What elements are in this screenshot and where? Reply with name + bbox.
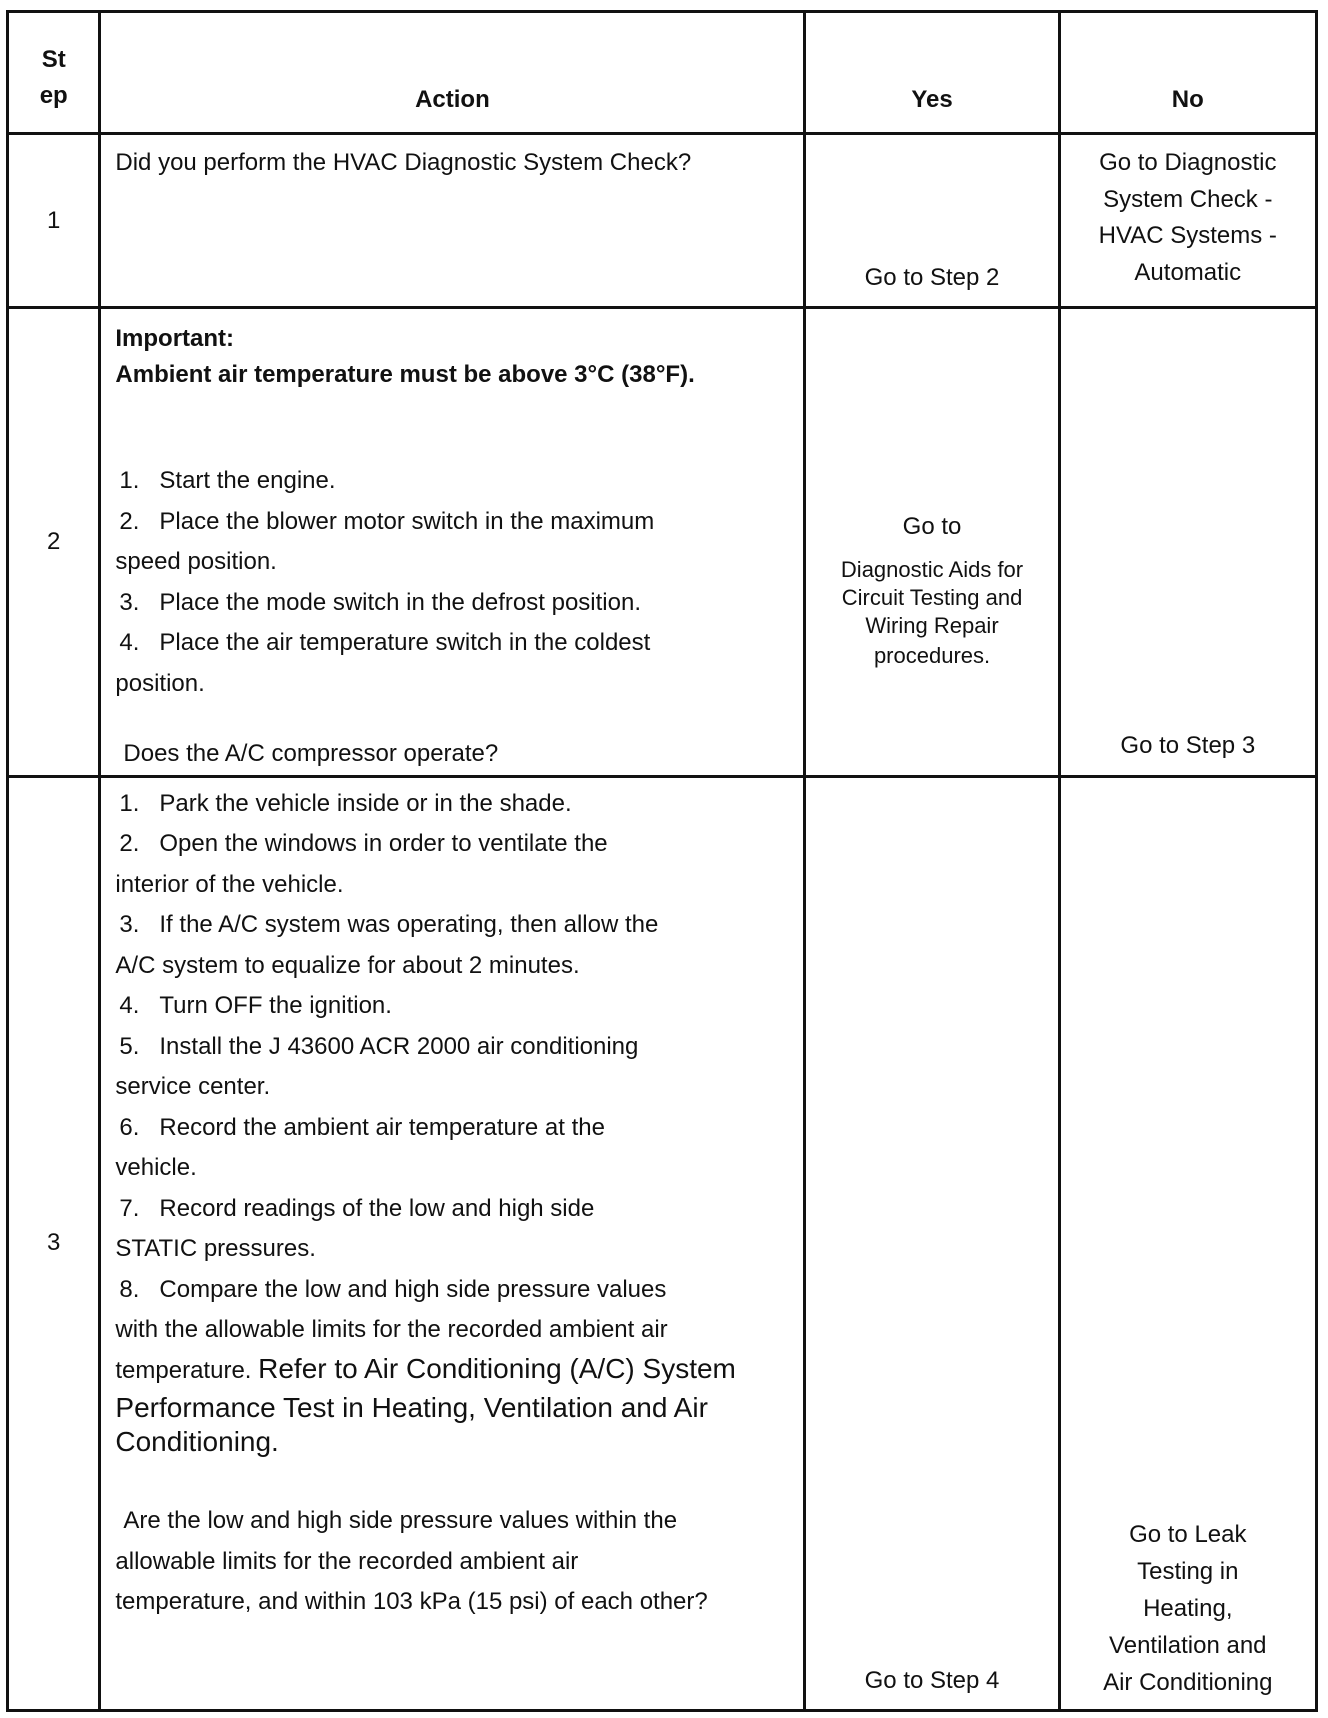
action-header: Action [100, 12, 805, 134]
list-item: 7. Record readings of the low and high side [119, 1194, 595, 1222]
list-item-continuation: STATIC pressures. [115, 1235, 316, 1262]
yes-link-go-to-step-2[interactable]: Go to Step 2 [864, 263, 1000, 291]
list-item-continuation: vehicle. [115, 1154, 197, 1181]
list-item-continuation: with the allowable limits for the recorded ambient air [115, 1316, 668, 1343]
important-label: Important: [115, 325, 235, 352]
list-item: 4. Turn OFF the ignition. [119, 992, 392, 1019]
step-header [8, 12, 100, 134]
action-steps [115, 461, 793, 704]
action-steps [115, 784, 793, 1392]
step-header-line2: ep [39, 82, 68, 109]
header-row [8, 12, 1317, 134]
question-line: allowable limits for the recorded ambient air [115, 1547, 579, 1575]
question-line: Are the low and high side pressure values within the [123, 1507, 678, 1534]
no-header: No [1059, 12, 1316, 134]
list-item-continuation: speed position. [115, 548, 277, 575]
no-line: System Check - [1103, 185, 1273, 213]
action-cell [100, 776, 805, 1711]
list-item: 2. Place the blower motor switch in the maximum [119, 507, 655, 535]
action-cell [100, 308, 805, 777]
action-cell [100, 134, 805, 308]
no-line: Air Conditioning [1103, 1669, 1273, 1696]
list-item: 4. Place the air temperature switch in the coldest [119, 629, 651, 656]
reference-cont-line: Performance Test in Heating, Ventilation and Air [115, 1392, 708, 1423]
yes-cell [805, 134, 1059, 308]
reference-link[interactable]: Refer to Air Conditioning (A/C) System [258, 1352, 736, 1384]
yes-line: Circuit Testing and [841, 584, 1023, 610]
no-line: HVAC Systems - [1098, 222, 1277, 249]
yes-link-go-to-step-4[interactable]: Go to Step 4 [864, 1666, 1000, 1694]
yes-line: procedures. [873, 642, 991, 668]
step-number: 2 [8, 308, 100, 777]
action-question [115, 1501, 793, 1623]
yes-cell [805, 776, 1059, 1711]
no-line: Go to Leak [1129, 1521, 1247, 1548]
list-item: 8. Compare the low and high side pressure values [119, 1275, 667, 1303]
no-cell [1059, 776, 1316, 1711]
reference-cont-line: Conditioning. [115, 1426, 279, 1457]
step-header-line1: St [41, 46, 66, 73]
list-item-continuation: service center. [115, 1073, 271, 1100]
table-row-step-3 [8, 776, 1317, 1711]
list-item: 2. Open the windows in order to ventilate the [119, 830, 608, 857]
step-number: 3 [8, 776, 100, 1711]
table-row-step-2 [8, 308, 1317, 777]
list-item: 3. If the A/C system was operating, then allow the [119, 911, 659, 938]
list-item: 3. Place the mode switch in the defrost position. [119, 588, 641, 616]
action-question: Did you perform the HVAC Diagnostic System Check? [115, 149, 692, 176]
step-number: 1 [8, 134, 100, 308]
reference-continuation [115, 1391, 793, 1459]
important-note: Ambient air temperature must be above 3°C (38°F). [115, 361, 695, 388]
yes-header: Yes [805, 12, 1059, 134]
no-link-diagnostic-system-check[interactable] [1061, 143, 1315, 291]
no-line: Automatic [1134, 258, 1242, 286]
list-item: 5. Install the J 43600 ACR 2000 air conditioning [119, 1032, 639, 1060]
no-line: Ventilation and [1109, 1632, 1267, 1659]
yes-go-to-label: Go to [902, 513, 962, 540]
table-row-step-1 [8, 134, 1317, 308]
list-item-continuation: interior of the vehicle. [115, 870, 344, 898]
yes-cell [805, 308, 1059, 777]
list-item-continuation: A/C system to equalize for about 2 minutes. [115, 951, 580, 979]
no-line: Go to Diagnostic [1099, 149, 1277, 176]
no-line: Heating, [1143, 1595, 1233, 1622]
no-cell [1059, 134, 1316, 308]
no-line: Testing in [1137, 1558, 1239, 1585]
diagnostic-table [6, 10, 1318, 1712]
reference-lead: temperature. [115, 1356, 252, 1384]
list-item-continuation: position. [115, 669, 205, 697]
no-link-leak-testing[interactable] [1061, 1516, 1315, 1701]
list-item: 6. Record the ambient air temperature at the [119, 1113, 605, 1141]
question-line: temperature, and within 103 kPa (15 psi) of each other? [115, 1588, 708, 1615]
list-item: 1. Park the vehicle inside or in the shade. [119, 789, 572, 817]
no-link-go-to-step-3[interactable]: Go to Step 3 [1120, 732, 1256, 759]
yes-line: Diagnostic Aids for [840, 556, 1024, 582]
no-cell [1059, 308, 1316, 777]
reference-line [115, 1351, 793, 1392]
list-item: 1. Start the engine. [119, 467, 336, 494]
action-question: Does the A/C compressor operate? [123, 740, 499, 767]
yes-link-diagnostic-aids[interactable] [806, 556, 1057, 670]
yes-line: Wiring Repair [865, 612, 999, 638]
